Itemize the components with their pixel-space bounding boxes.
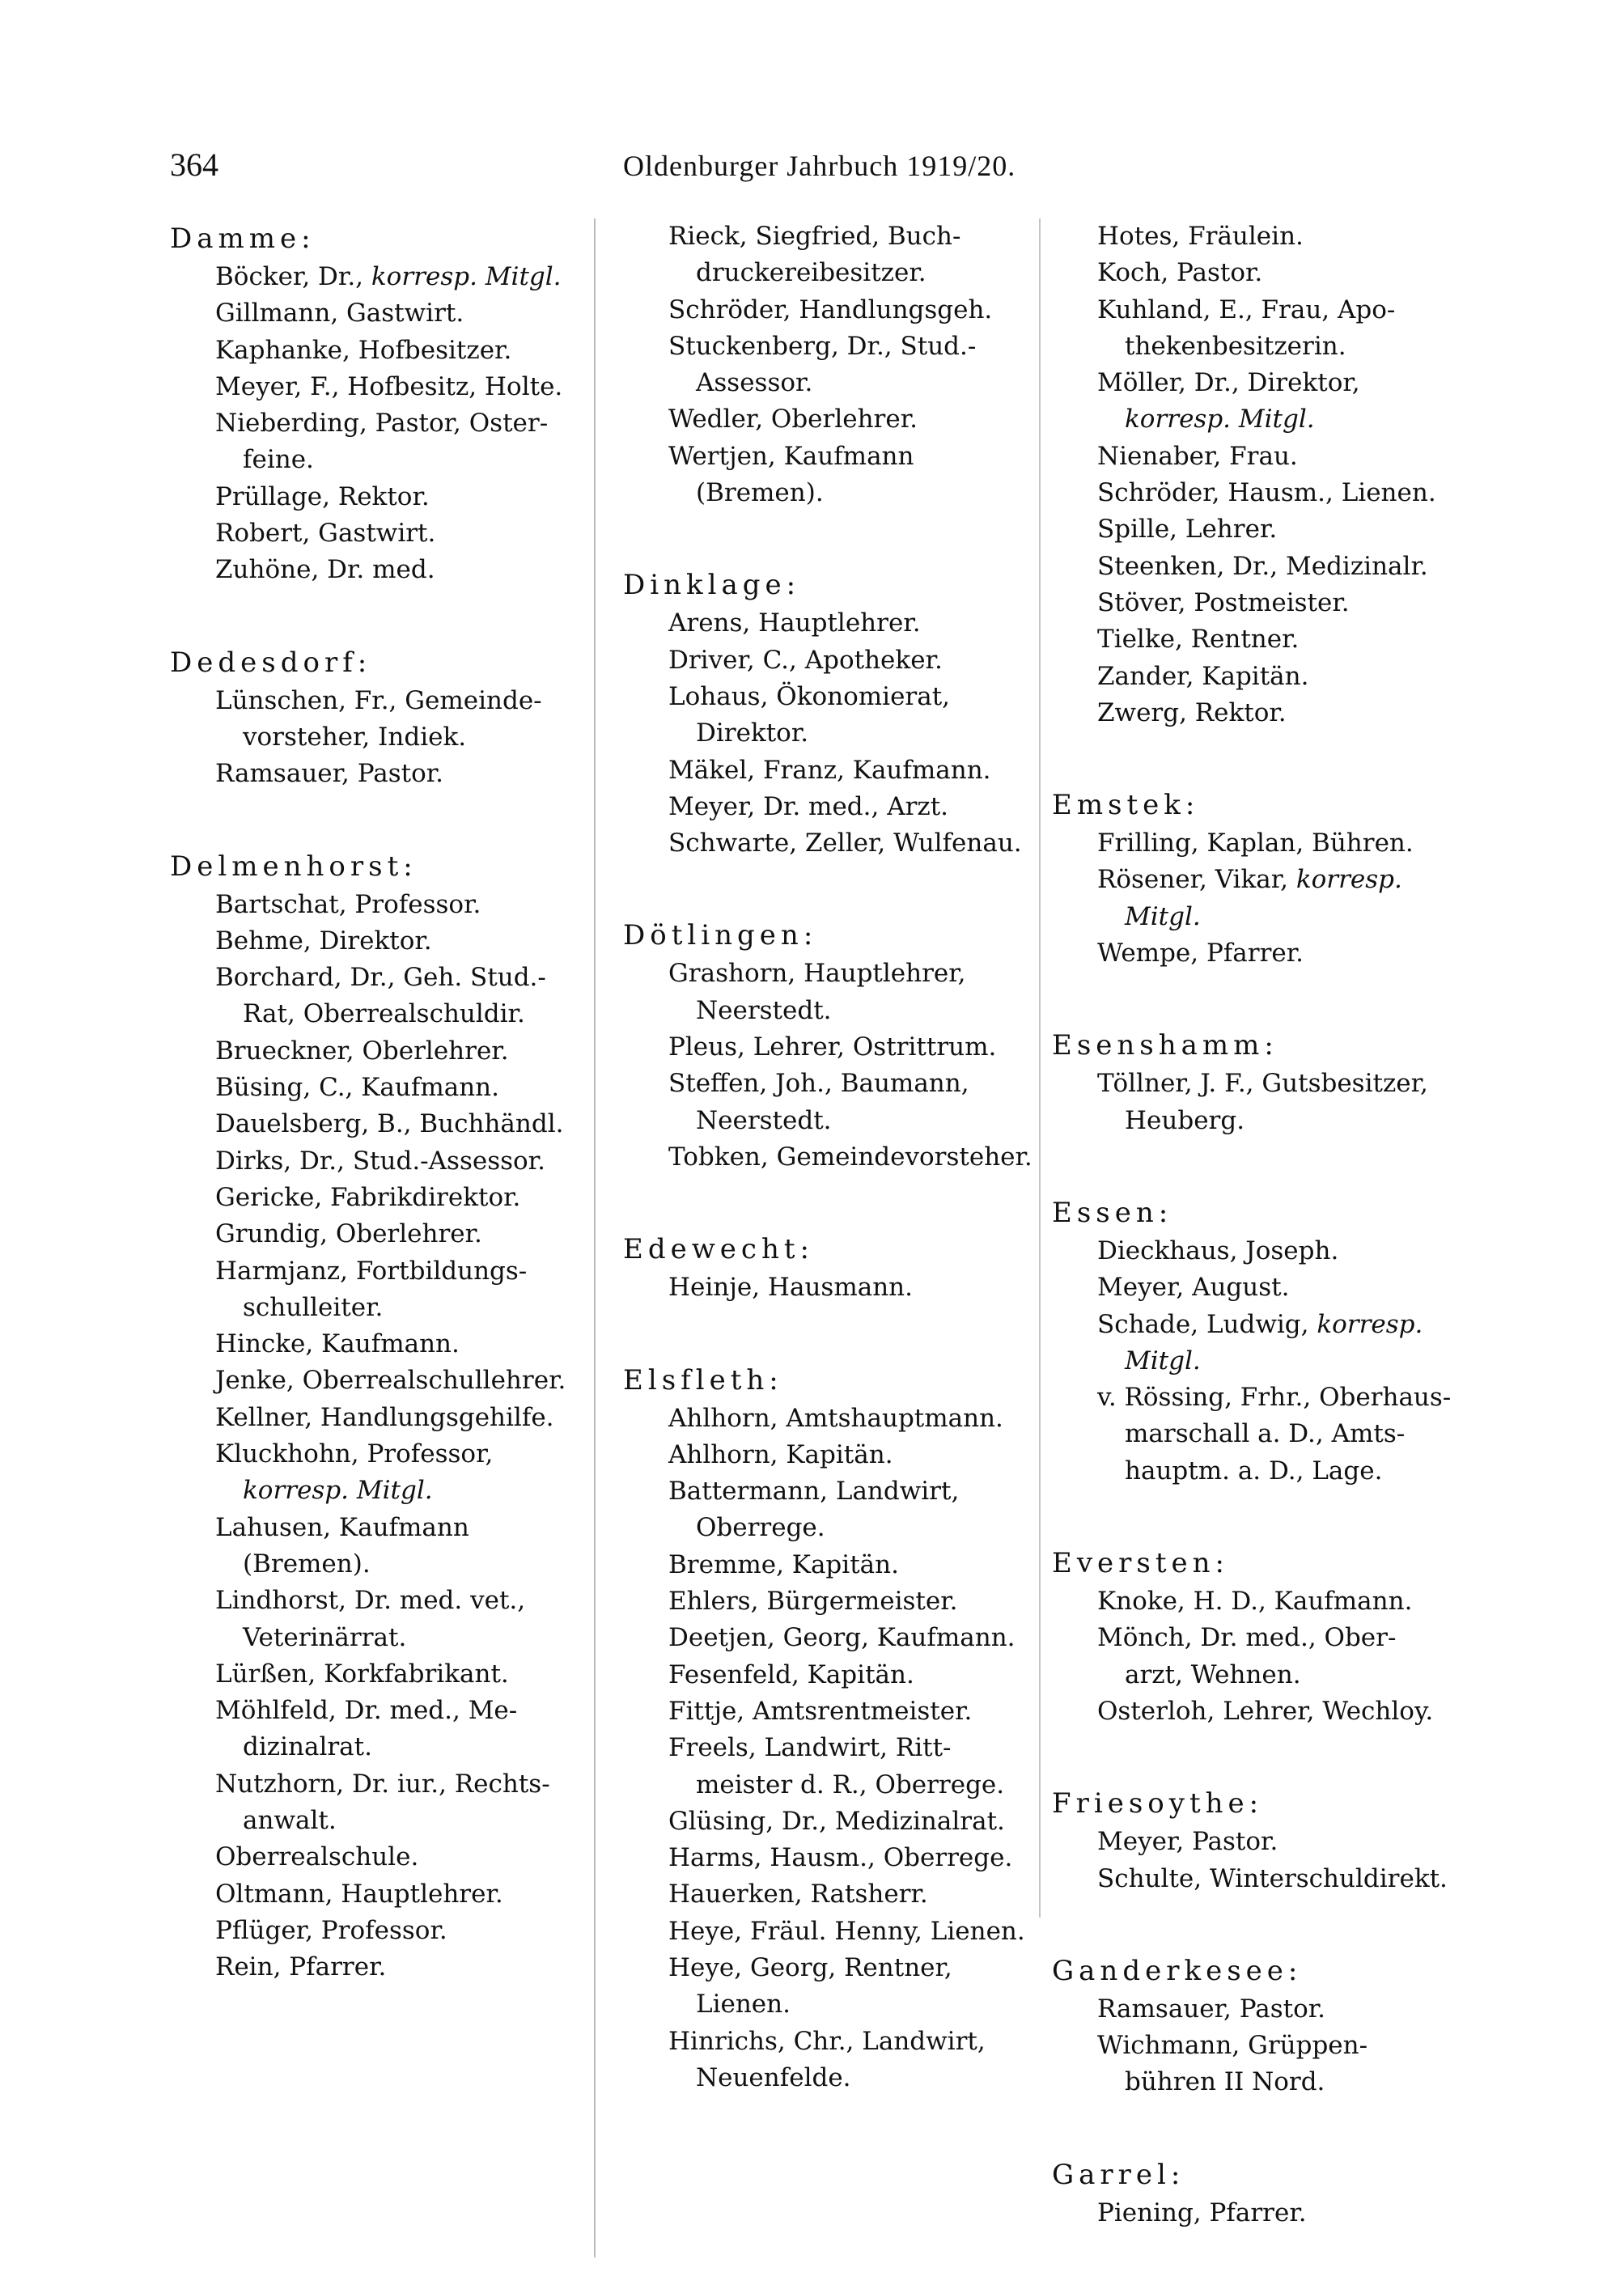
member-entry: Meyer, F., Hofbesitz, Holte. — [215, 371, 563, 401]
member-entry: schulleiter. — [243, 1292, 384, 1322]
place-group — [1052, 1951, 1473, 2101]
member-entry: thekenbesitzerin. — [1125, 331, 1346, 361]
member-entry: Veterinärrat. — [243, 1622, 407, 1652]
member-entry: korresp. Mitgl. — [243, 1476, 433, 1506]
member-entry: Meyer, August. — [1097, 1273, 1290, 1303]
member-entry: Bremme, Kapitän. — [668, 1549, 899, 1579]
member-entry: Schwarte, Zeller, Wulfenau. — [668, 829, 1022, 858]
member-entry: Schröder, Hausm., Lienen. — [1097, 478, 1436, 508]
place-group — [623, 218, 1044, 511]
place-name: Elsfleth: — [623, 1363, 783, 1397]
member-entry: Heye, Fräul. Henny, Lienen. — [668, 1916, 1025, 1946]
member-entry: v. Rössing, Frhr., Oberhaus- — [1097, 1383, 1452, 1413]
entry-list — [623, 605, 1044, 862]
member-entry: Heuberg. — [1125, 1105, 1245, 1135]
member-entry: Gillmann, Gastwirt. — [215, 299, 464, 328]
place-group — [1052, 785, 1473, 972]
member-entry: Knoke, H. D., Kaufmann. — [1097, 1587, 1413, 1617]
place-group — [1052, 218, 1473, 731]
place-group — [170, 218, 591, 589]
page-number: 364 — [170, 146, 218, 183]
member-entry: Ahlhorn, Kapitän. — [668, 1439, 893, 1469]
member-entry: Prüllage, Rektor. — [215, 481, 430, 511]
member-entry: Möhlfeld, Dr. med., Me- — [215, 1696, 518, 1726]
place-group — [623, 1360, 1044, 2097]
member-entry: Assessor. — [696, 368, 813, 398]
member-entry: Schulte, Winterschuldirekt. — [1097, 1863, 1448, 1893]
member-entry: Neerstedt. — [696, 995, 832, 1025]
member-entry: marschall a. D., Amts- — [1125, 1419, 1406, 1449]
member-entry: Ahlhorn, Amtshauptmann. — [668, 1403, 1003, 1433]
column-divider — [594, 218, 596, 2257]
member-entry: Kaphanke, Hofbesitzer. — [215, 335, 512, 365]
entry-list — [170, 683, 591, 793]
place-name: Dinklage: — [623, 569, 801, 602]
place-group — [1052, 1193, 1473, 1490]
place-name: Eversten: — [1052, 1547, 1229, 1580]
entry-list — [1052, 2195, 1473, 2232]
member-entry: Wertjen, Kaufmann — [668, 441, 914, 471]
place-name: Emstek: — [1052, 789, 1200, 822]
member-entry: Deetjen, Georg, Kaufmann. — [668, 1623, 1016, 1653]
member-entry: vorsteher, Indiek. — [243, 722, 467, 752]
member-entry: Wedler, Oberlehrer. — [668, 405, 918, 434]
entry-list — [1052, 1233, 1473, 1490]
member-entry: Kuhland, E., Frau, Apo- — [1097, 295, 1396, 324]
place-group — [1052, 1783, 1473, 1897]
member-entry: Fittje, Amtsrentmeister. — [668, 1696, 973, 1726]
place-group — [623, 1229, 1044, 1306]
entry-list — [170, 259, 591, 589]
member-entry: Lohaus, Ökonomierat, — [668, 681, 951, 711]
member-entry: Dauelsberg, B., Buchhändl. — [215, 1109, 564, 1139]
member-entry: Zander, Kapitän. — [1097, 661, 1309, 691]
member-entry: Oltmann, Hauptlehrer. — [215, 1879, 503, 1909]
entry-list — [1052, 1991, 1473, 2101]
member-entry: Ramsauer, Pastor. — [215, 759, 443, 789]
member-entry: Stöver, Postmeister. — [1097, 587, 1350, 617]
entry-list — [1052, 1583, 1473, 1730]
member-entry: Meyer, Dr. med., Arzt. — [668, 791, 949, 821]
entry-list — [623, 956, 1044, 1176]
member-entry: Ehlers, Bürgermeister. — [668, 1587, 958, 1617]
member-entry: hauptm. a. D., Lage. — [1125, 1456, 1383, 1486]
member-entry: Neerstedt. — [696, 1105, 832, 1135]
member-entry: druckereibesitzer. — [696, 258, 926, 288]
member-entry: Grashorn, Hauptlehrer, — [668, 959, 966, 989]
member-entry: Tobken, Gemeindevorsteher. — [668, 1142, 1032, 1172]
member-entry: Bartschat, Professor. — [215, 889, 481, 919]
member-entry: Wempe, Pfarrer. — [1097, 939, 1304, 968]
place-group — [623, 565, 1044, 862]
member-entry: Oberrealschule. — [215, 1842, 419, 1872]
entry-list — [1052, 825, 1473, 972]
member-entry: (Bremen). — [243, 1549, 371, 1579]
member-entry: Borchard, Dr., Geh. Stud.- — [215, 963, 546, 993]
member-entry: Böcker, Dr., korresp. Mitgl. — [215, 262, 562, 291]
place-name: Dötlingen: — [623, 919, 818, 952]
place-group — [623, 915, 1044, 1176]
member-entry: Mäkel, Franz, Kaufmann. — [668, 755, 991, 785]
member-entry: Dirks, Dr., Stud.-Assessor. — [215, 1146, 545, 1176]
member-entry: anwalt. — [243, 1805, 337, 1835]
column-1 — [170, 218, 591, 2039]
member-entry: Dieckhaus, Joseph. — [1097, 1236, 1339, 1265]
page-header — [170, 146, 1465, 194]
member-entry: Hinrichs, Chr., Landwirt, — [668, 2026, 986, 2056]
member-entry: Stuckenberg, Dr., Stud.- — [668, 331, 977, 361]
entry-list — [1052, 1066, 1473, 1139]
member-entry: Rösener, Vikar, korresp. — [1097, 865, 1402, 895]
member-entry: Osterloh, Lehrer, Wechloy. — [1097, 1696, 1434, 1726]
place-group — [1052, 1025, 1473, 1139]
member-entry: Zuhöne, Dr. med. — [215, 555, 435, 585]
running-title: Oldenburger Jahrbuch 1919/20. — [623, 150, 1016, 182]
place-name: Essen: — [1052, 1196, 1173, 1229]
place-name: Damme: — [170, 223, 316, 255]
member-entry: Fesenfeld, Kapitän. — [668, 1659, 914, 1689]
place-name: Esenshamm: — [1052, 1029, 1278, 1062]
member-entry: Wichmann, Grüppen- — [1097, 2031, 1368, 2061]
member-entry: Möller, Dr., Direktor, — [1097, 368, 1360, 398]
column-3 — [1052, 218, 1473, 2285]
member-entry: Neuenfelde. — [696, 2062, 851, 2092]
member-entry: Hauerken, Ratsherr. — [668, 1880, 928, 1909]
entry-list — [1052, 218, 1473, 731]
member-entry: Mönch, Dr. med., Ober- — [1097, 1623, 1397, 1653]
member-entry: Töllner, J. F., Gutsbesitzer, — [1097, 1069, 1428, 1099]
place-group — [170, 846, 591, 1986]
member-entry: dizinalrat. — [243, 1732, 372, 1762]
member-entry: Behme, Direktor. — [215, 926, 432, 956]
member-entry: Rein, Pfarrer. — [215, 1952, 387, 1982]
place-name: Delmenhorst: — [170, 850, 418, 883]
place-group — [170, 642, 591, 793]
member-entry: Koch, Pastor. — [1097, 258, 1263, 288]
member-entry: Battermann, Landwirt, — [668, 1477, 960, 1507]
member-entry: Heinje, Hausmann. — [668, 1273, 913, 1303]
member-entry: Pflüger, Professor. — [215, 1915, 447, 1945]
column-2 — [623, 218, 1044, 2150]
place-name: Friesoythe: — [1052, 1787, 1264, 1820]
member-entry: Frilling, Kaplan, Bühren. — [1097, 829, 1414, 858]
member-entry: Kellner, Handlungsgehilfe. — [215, 1402, 554, 1432]
member-entry: Nienaber, Frau. — [1097, 441, 1298, 471]
member-entry: Ramsauer, Pastor. — [1097, 1994, 1325, 2024]
member-entry: Spille, Lehrer. — [1097, 515, 1278, 545]
member-entry: Schröder, Handlungsgeh. — [668, 295, 993, 324]
member-entry: Oberrege. — [696, 1513, 825, 1543]
entry-list — [170, 887, 591, 1986]
entry-list — [1052, 1824, 1473, 1897]
place-name: Edewecht: — [623, 1233, 814, 1266]
member-entry: Heye, Georg, Rentner, — [668, 1952, 952, 1982]
member-entry: Hotes, Fräulein. — [1097, 222, 1304, 251]
member-entry: Brueckner, Oberlehrer. — [215, 1036, 509, 1066]
entry-list — [623, 1269, 1044, 1306]
member-entry: Tielke, Rentner. — [1097, 625, 1300, 655]
place-name: Dedesdorf: — [170, 646, 372, 679]
member-entry: Harmjanz, Fortbildungs- — [215, 1256, 528, 1286]
member-entry: Piening, Pfarrer. — [1097, 2198, 1307, 2227]
member-entry: Robert, Gastwirt. — [215, 519, 436, 549]
entry-list — [623, 218, 1044, 511]
member-entry: Glüsing, Dr., Medizinalrat. — [668, 1806, 1005, 1836]
member-entry: Rat, Oberrealschuldir. — [243, 999, 525, 1029]
member-entry: arzt, Wehnen. — [1125, 1659, 1301, 1689]
member-entry: Direktor. — [696, 718, 809, 748]
member-entry: bühren II Nord. — [1125, 2067, 1325, 2097]
member-entry: Hincke, Kaufmann. — [215, 1329, 460, 1359]
member-entry: Gericke, Fabrikdirektor. — [215, 1182, 521, 1212]
place-group — [1052, 2155, 1473, 2232]
member-entry: Jenke, Oberrealschullehrer. — [215, 1366, 566, 1396]
member-entry: Nutzhorn, Dr. iur., Rechts- — [215, 1769, 550, 1799]
member-entry: meister d. R., Oberrege. — [696, 1770, 1005, 1799]
member-entry: Freels, Landwirt, Ritt- — [668, 1733, 952, 1763]
member-entry: Pleus, Lehrer, Ostrittrum. — [668, 1032, 997, 1062]
member-entry: Lahusen, Kaufmann — [215, 1512, 469, 1542]
member-entry: Lindhorst, Dr. med. vet., — [215, 1586, 526, 1616]
member-entry: Schade, Ludwig, korresp. — [1097, 1309, 1423, 1339]
member-entry: korresp. Mitgl. — [1125, 405, 1315, 434]
member-entry: Lienen. — [696, 1990, 791, 2020]
member-entry: Meyer, Pastor. — [1097, 1827, 1278, 1857]
member-entry: Lünschen, Fr., Gemeinde- — [215, 685, 542, 715]
member-entry: (Bremen). — [696, 478, 824, 508]
place-name: Ganderkesee: — [1052, 1954, 1303, 1987]
entry-list — [623, 1401, 1044, 2097]
member-entry: Driver, C., Apotheker. — [668, 645, 943, 675]
member-entry: Zwerg, Rektor. — [1097, 697, 1287, 727]
member-entry: Steffen, Joh., Baumann, — [668, 1069, 969, 1099]
place-name: Garrel: — [1052, 2158, 1185, 2191]
place-group — [1052, 1543, 1473, 1730]
member-entry: Büsing, C., Kaufmann. — [215, 1073, 500, 1103]
member-entry: Mitgl. — [1125, 901, 1201, 931]
member-entry: Grundig, Oberlehrer. — [215, 1219, 482, 1249]
member-entry: Kluckhohn, Professor, — [215, 1439, 494, 1469]
member-entry: Harms, Hausm., Oberrege. — [668, 1843, 1013, 1873]
member-entry: Rieck, Siegfried, Buch- — [668, 222, 961, 251]
member-entry: feine. — [243, 445, 314, 475]
member-entry: Mitgl. — [1125, 1346, 1201, 1375]
member-entry: Steenken, Dr., Medizinalr. — [1097, 551, 1428, 581]
member-entry: Arens, Hauptlehrer. — [668, 608, 921, 638]
member-entry: Nieberding, Pastor, Oster- — [215, 409, 549, 439]
member-entry: Lürßen, Korkfabrikant. — [215, 1659, 509, 1689]
